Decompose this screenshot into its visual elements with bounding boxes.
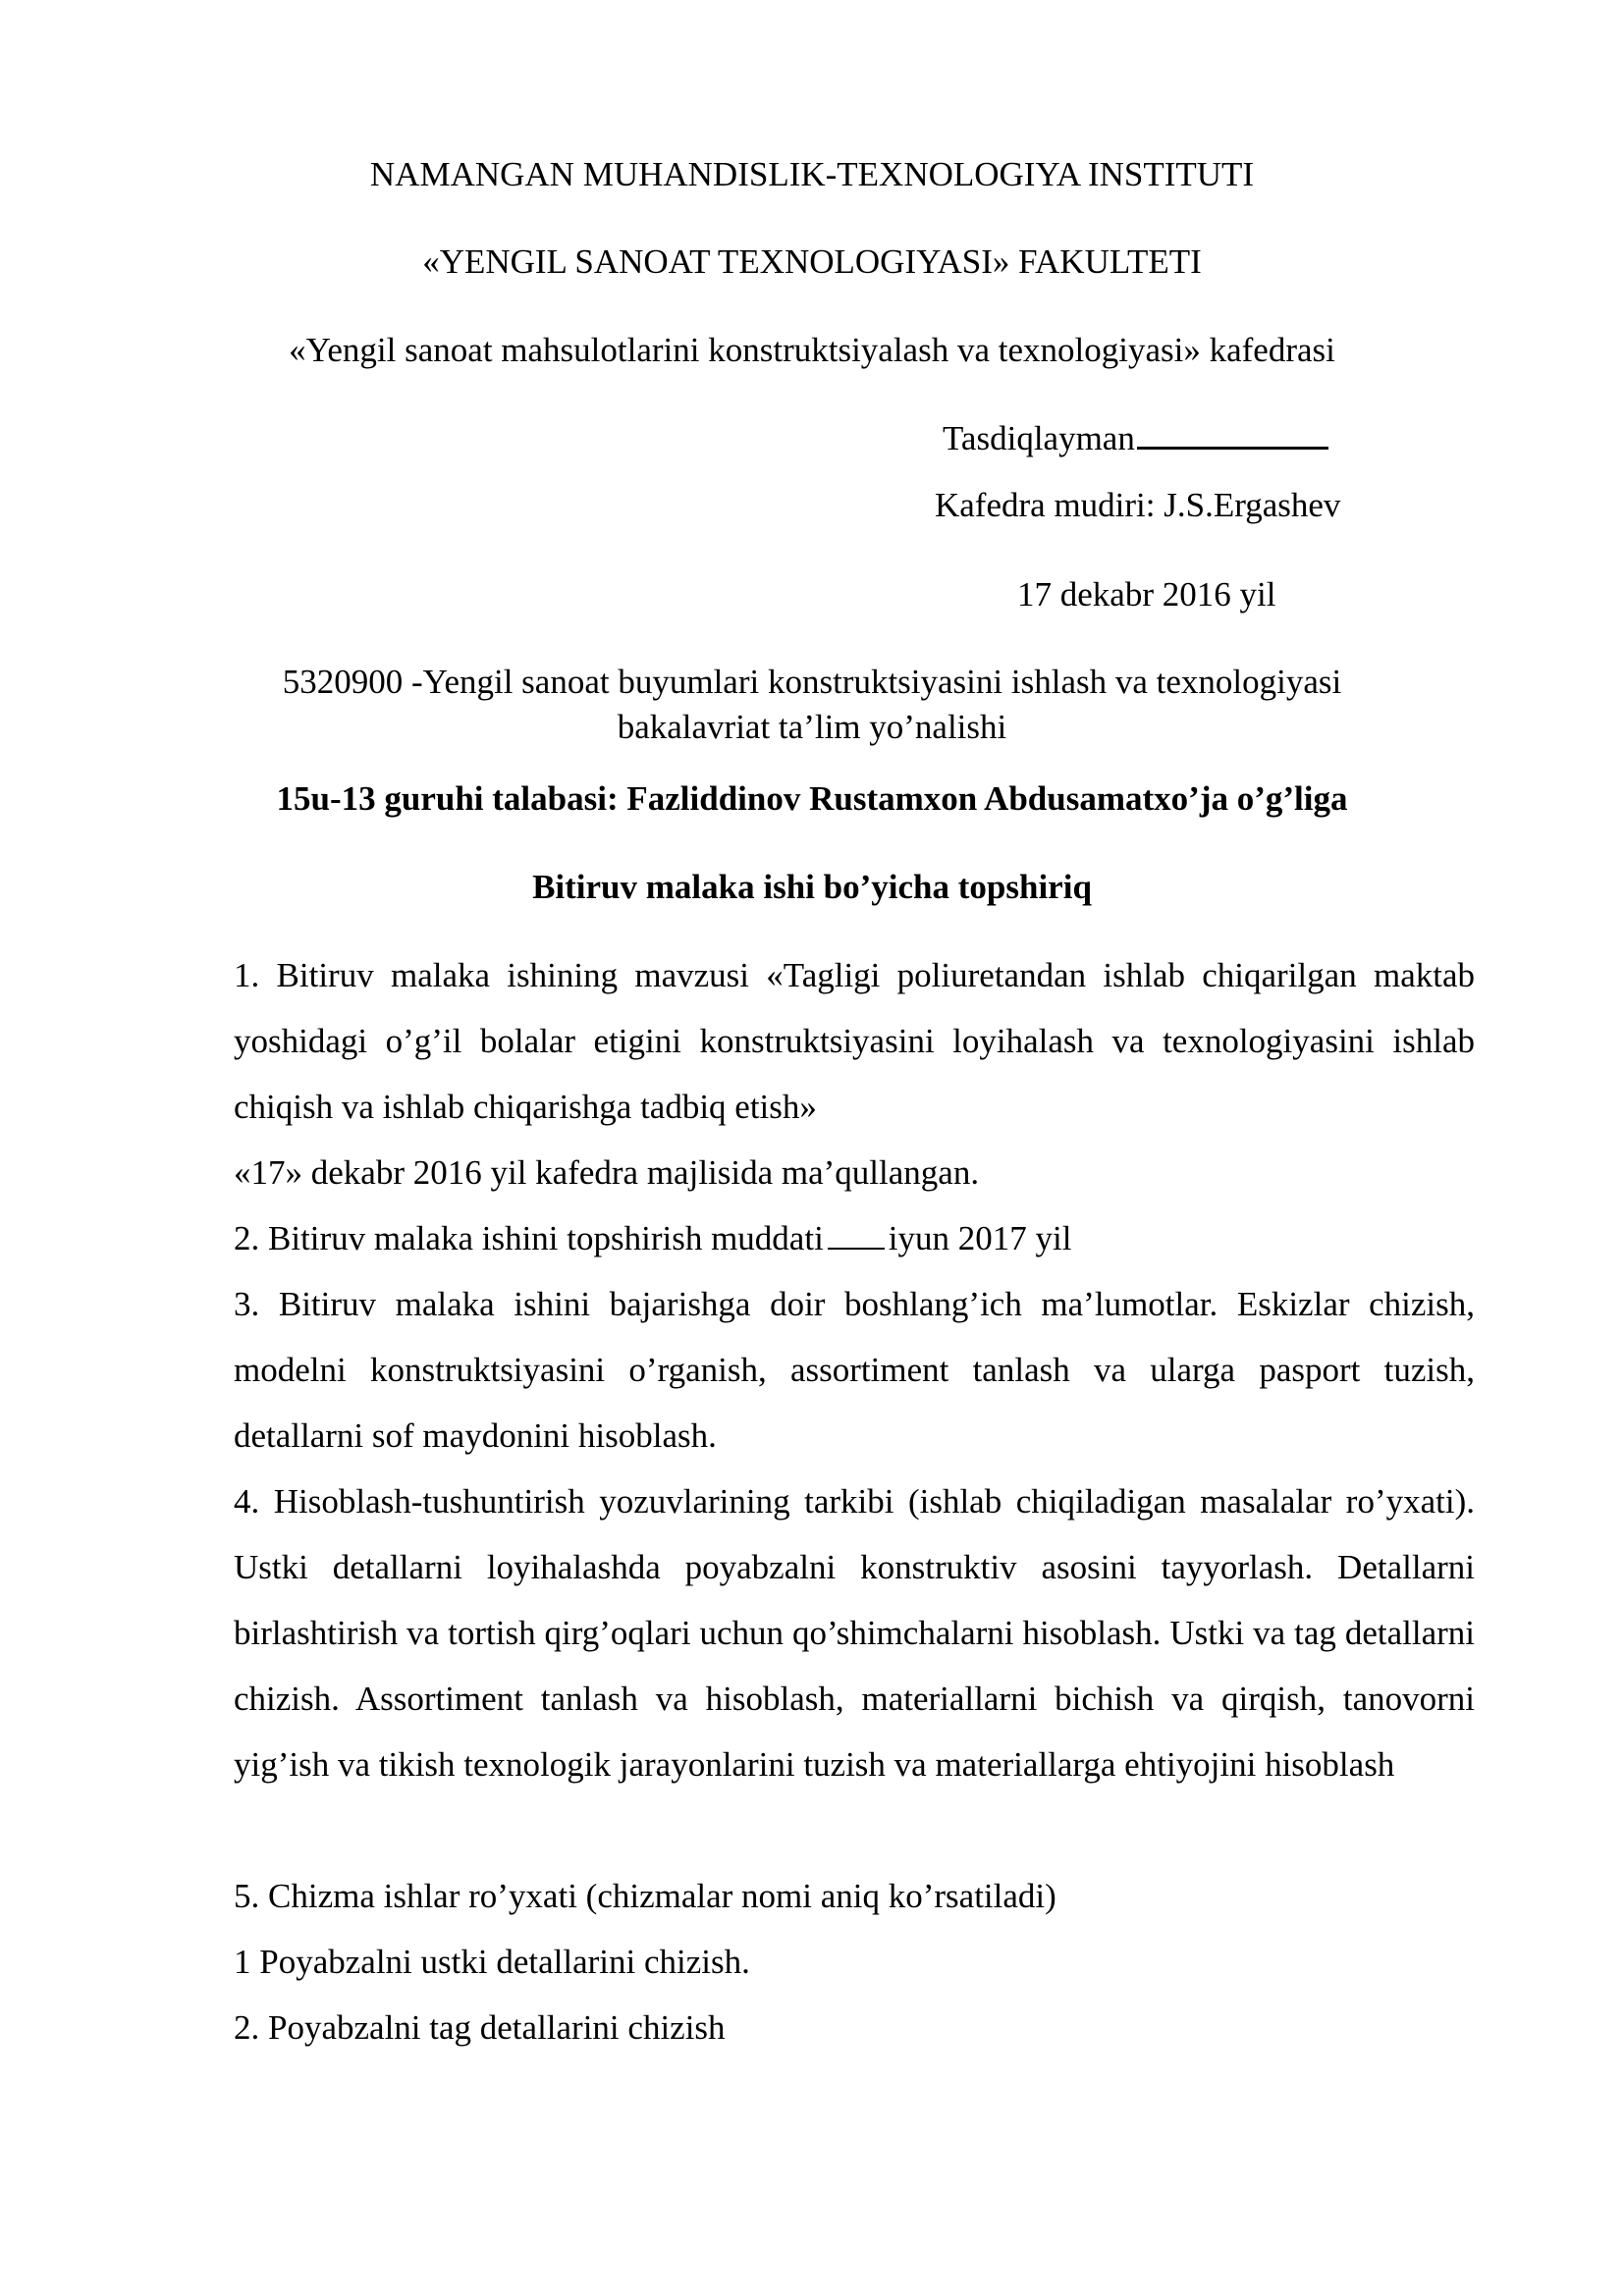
assignment-title: Bitiruv malaka ishi bo’yicha topshiriq: [532, 868, 1092, 906]
item-2-text: 2. Bitiruv malaka ishini topshirish muddati: [234, 1219, 824, 1257]
department-head: Kafedra mudiri: J.S.Ergashev: [935, 486, 1341, 524]
drawing-item-1: 1 Poyabzalni ustki detallarini chizish.: [234, 1943, 750, 1981]
item-2-month: iyun 2017 yil: [888, 1219, 1072, 1257]
faculty-name: «YENGIL SANOAT TEXNOLOGIYASI» FAKULTETI: [422, 242, 1202, 281]
approval-label: Tasdiqlayman: [943, 419, 1135, 457]
approval-line: [943, 417, 1328, 460]
deadline-day-blank: [828, 1220, 885, 1250]
drawing-item-2: 2. Poyabzalni tag detallarini chizish: [234, 2008, 726, 2047]
item-5-drawings: 5. Chizma ishlar ro’yxati (chizmalar nomi aniq ko’rsatiladi): [234, 1877, 1056, 1915]
program-line-1: 5320900 -Yengil sanoat buyumlari konstruktsiyasini ishlash va texnologiyasi: [282, 663, 1342, 701]
item-2-deadline: [234, 1205, 1475, 1271]
approval-date: 17 dekabr 2016 yil: [1017, 575, 1276, 614]
item-4-contents: 4. Hisoblash-tushuntirish yozuvlarining tarkibi (ishlab chiqiladigan masalalar ro’yxati). Ustki detallarni loyihalashda poyabzalni konstruktiv asosini tayyorlash. Detallarni birlashtirish va tortish qirg’oqlari uchun qo’shimchalarni hisoblash. Ustki va tag detallarni chizish. Assortiment tanlash va hisoblash, materiallarni bichish va qirqish, tanovorni yig’ish va tikish texnologik jarayonlarini tuzish va materiallarga ehtiyojini hisoblash: [234, 1482, 1475, 1784]
item-1-approved: «17» dekabr 2016 yil kafedra majlisida ma’qullangan.: [234, 1153, 980, 1192]
item-3-initial-data: 3. Bitiruv malaka ishini bajarishga doir boshlang’ich ma’lumotlar. Eskizlar chizish, modelni konstruktsiyasini o’rganish, assortiment tanlash va ularga pasport tuzish, detallarni sof maydonini hisoblash.: [234, 1285, 1475, 1455]
signature-blank: [1137, 417, 1328, 450]
item-1-topic: 1. Bitiruv malaka ishining mavzusi «Tagligi poliuretandan ishlab chiqarilgan maktab yoshidagi o’g’il bolalar etigini konstruktsiyasini loyihalash va texnologiyasini ishlab chiqish va ishlab chiqarishga tadbiq etish»: [234, 956, 1475, 1126]
student-line: 15u-13 guruhi talabasi: Fazliddinov Rustamxon Abdusamatxo’ja o’g’liga: [276, 779, 1348, 818]
program-line-2: bakalavriat ta’lim yo’nalishi: [617, 708, 1007, 746]
department-name: «Yengil sanoat mahsulotlarini konstruktsiyalash va texnologiyasi» kafedrasi: [289, 331, 1335, 369]
institute-name: NAMANGAN MUHANDISLIK-TEXNOLOGIYA INSTITUTI: [369, 155, 1255, 193]
